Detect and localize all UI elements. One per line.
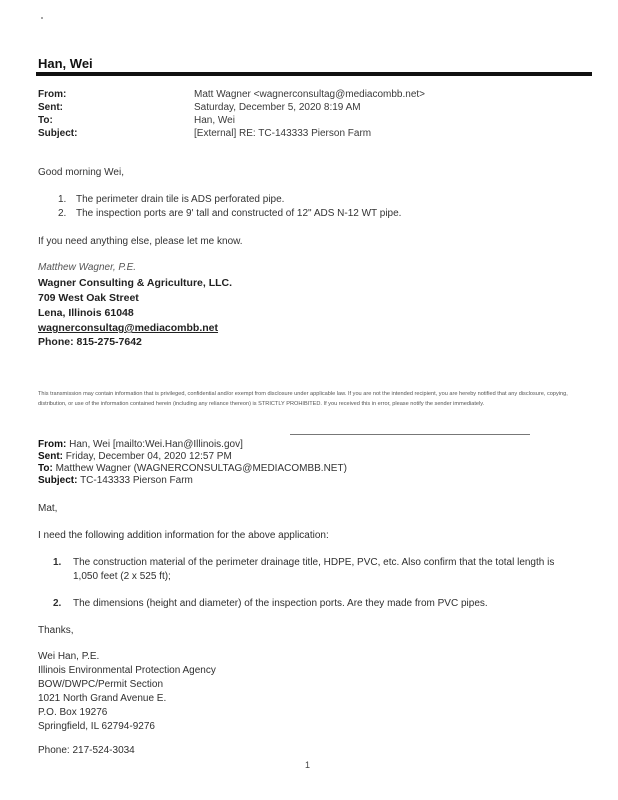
fwd-subject-label: Subject: xyxy=(38,475,78,486)
original-sig-line: Wei Han, P.E. xyxy=(38,651,100,662)
fwd-sent-label: Sent: xyxy=(38,451,63,462)
original-sig-line: Springfield, IL 62794-9276 xyxy=(38,721,155,732)
fwd-subject-value: TC-143333 Pierson Farm xyxy=(80,475,193,486)
reply-item-text: The inspection ports are 9' tall and constructed of 12" ADS N-12 WT pipe. xyxy=(76,208,402,219)
original-intro: I need the following addition information for the above application: xyxy=(38,530,329,541)
signature-city: Lena, Illinois 61048 xyxy=(38,307,134,319)
signature-name: Matthew Wagner, P.E. xyxy=(38,262,137,273)
page-number: 1 xyxy=(305,760,311,770)
fwd-sent-value: Friday, December 04, 2020 12:57 PM xyxy=(65,451,232,462)
scan-speck xyxy=(41,17,43,19)
original-item-text: The construction material of the perimeter drainage title, HDPE, PVC, etc. Also confirm that the total length is xyxy=(73,557,555,568)
header-rule xyxy=(36,72,592,76)
fwd-to-value: Matthew Wagner (WAGNERCONSULTAG@MEDIACOMBB.NET) xyxy=(55,463,347,474)
original-sig-line: Illinois Environmental Protection Agency xyxy=(38,665,216,676)
reply-item-number: 2. xyxy=(58,208,67,219)
subject-value: [External] RE: TC-143333 Pierson Farm xyxy=(194,128,372,139)
from-label: From: xyxy=(38,89,67,100)
original-sig-line: BOW/DWPC/Permit Section xyxy=(38,679,164,690)
original-sig-line: 1021 North Grand Avenue E. xyxy=(38,693,167,704)
original-thanks: Thanks, xyxy=(38,625,74,636)
to-value: Han, Wei xyxy=(194,115,235,126)
reply-item-text: The perimeter drain tile is ADS perforated pipe. xyxy=(76,194,285,205)
signature-street: 709 West Oak Street xyxy=(38,292,139,304)
to-label: To: xyxy=(38,115,53,126)
subject-label: Subject: xyxy=(38,128,78,139)
original-item-text-cont: 1,050 feet (2 x 525 ft); xyxy=(73,571,171,582)
sent-label: Sent: xyxy=(38,102,63,113)
fwd-from-label: From: xyxy=(38,439,67,450)
signature-company: Wagner Consulting & Agriculture, LLC. xyxy=(38,277,233,289)
original-sig-phone: Phone: 217-524-3034 xyxy=(38,745,135,756)
from-value: Matt Wagner <wagnerconsultag@mediacombb.net> xyxy=(194,89,426,100)
fwd-to-label: To: xyxy=(38,463,53,474)
sent-value: Saturday, December 5, 2020 8:19 AM xyxy=(194,102,361,113)
original-item-number: 2. xyxy=(53,598,62,609)
separator-line xyxy=(290,434,530,435)
original-item-text: The dimensions (height and diameter) of the inspection ports. Are they made from PVC pipes. xyxy=(73,598,488,609)
original-greeting: Mat, xyxy=(38,503,58,514)
original-sig-line: P.O. Box 19276 xyxy=(38,707,108,718)
fwd-from-line xyxy=(38,439,243,450)
fwd-sent-line xyxy=(38,451,232,462)
fwd-to-line xyxy=(38,463,347,474)
fwd-from-value: Han, Wei [mailto:Wei.Han@Illinois.gov] xyxy=(69,439,243,450)
original-item-number: 1. xyxy=(53,557,62,568)
reply-greeting: Good morning Wei, xyxy=(38,167,124,178)
signature-email-link[interactable]: wagnerconsultag@mediacombb.net xyxy=(38,322,219,334)
reply-item-number: 1. xyxy=(58,194,67,205)
recipient-name: Han, Wei xyxy=(38,56,93,71)
fwd-subject-line xyxy=(38,475,193,486)
reply-closing: If you need anything else, please let me know. xyxy=(38,236,243,247)
signature-phone: Phone: 815-275-7642 xyxy=(38,336,142,348)
confidentiality-disclaimer: This transmission may contain information that is privileged, confidential and/or exempt from disclosure under applicable law. If you are not the intended recipient, you are hereby notified that any disclosure, copying, distribution, or use of the information contained herein (including any reliance thereon) is STRICTLY PROHIBITED. If you received this in error, please notify the sender immediately. xyxy=(38,391,568,407)
